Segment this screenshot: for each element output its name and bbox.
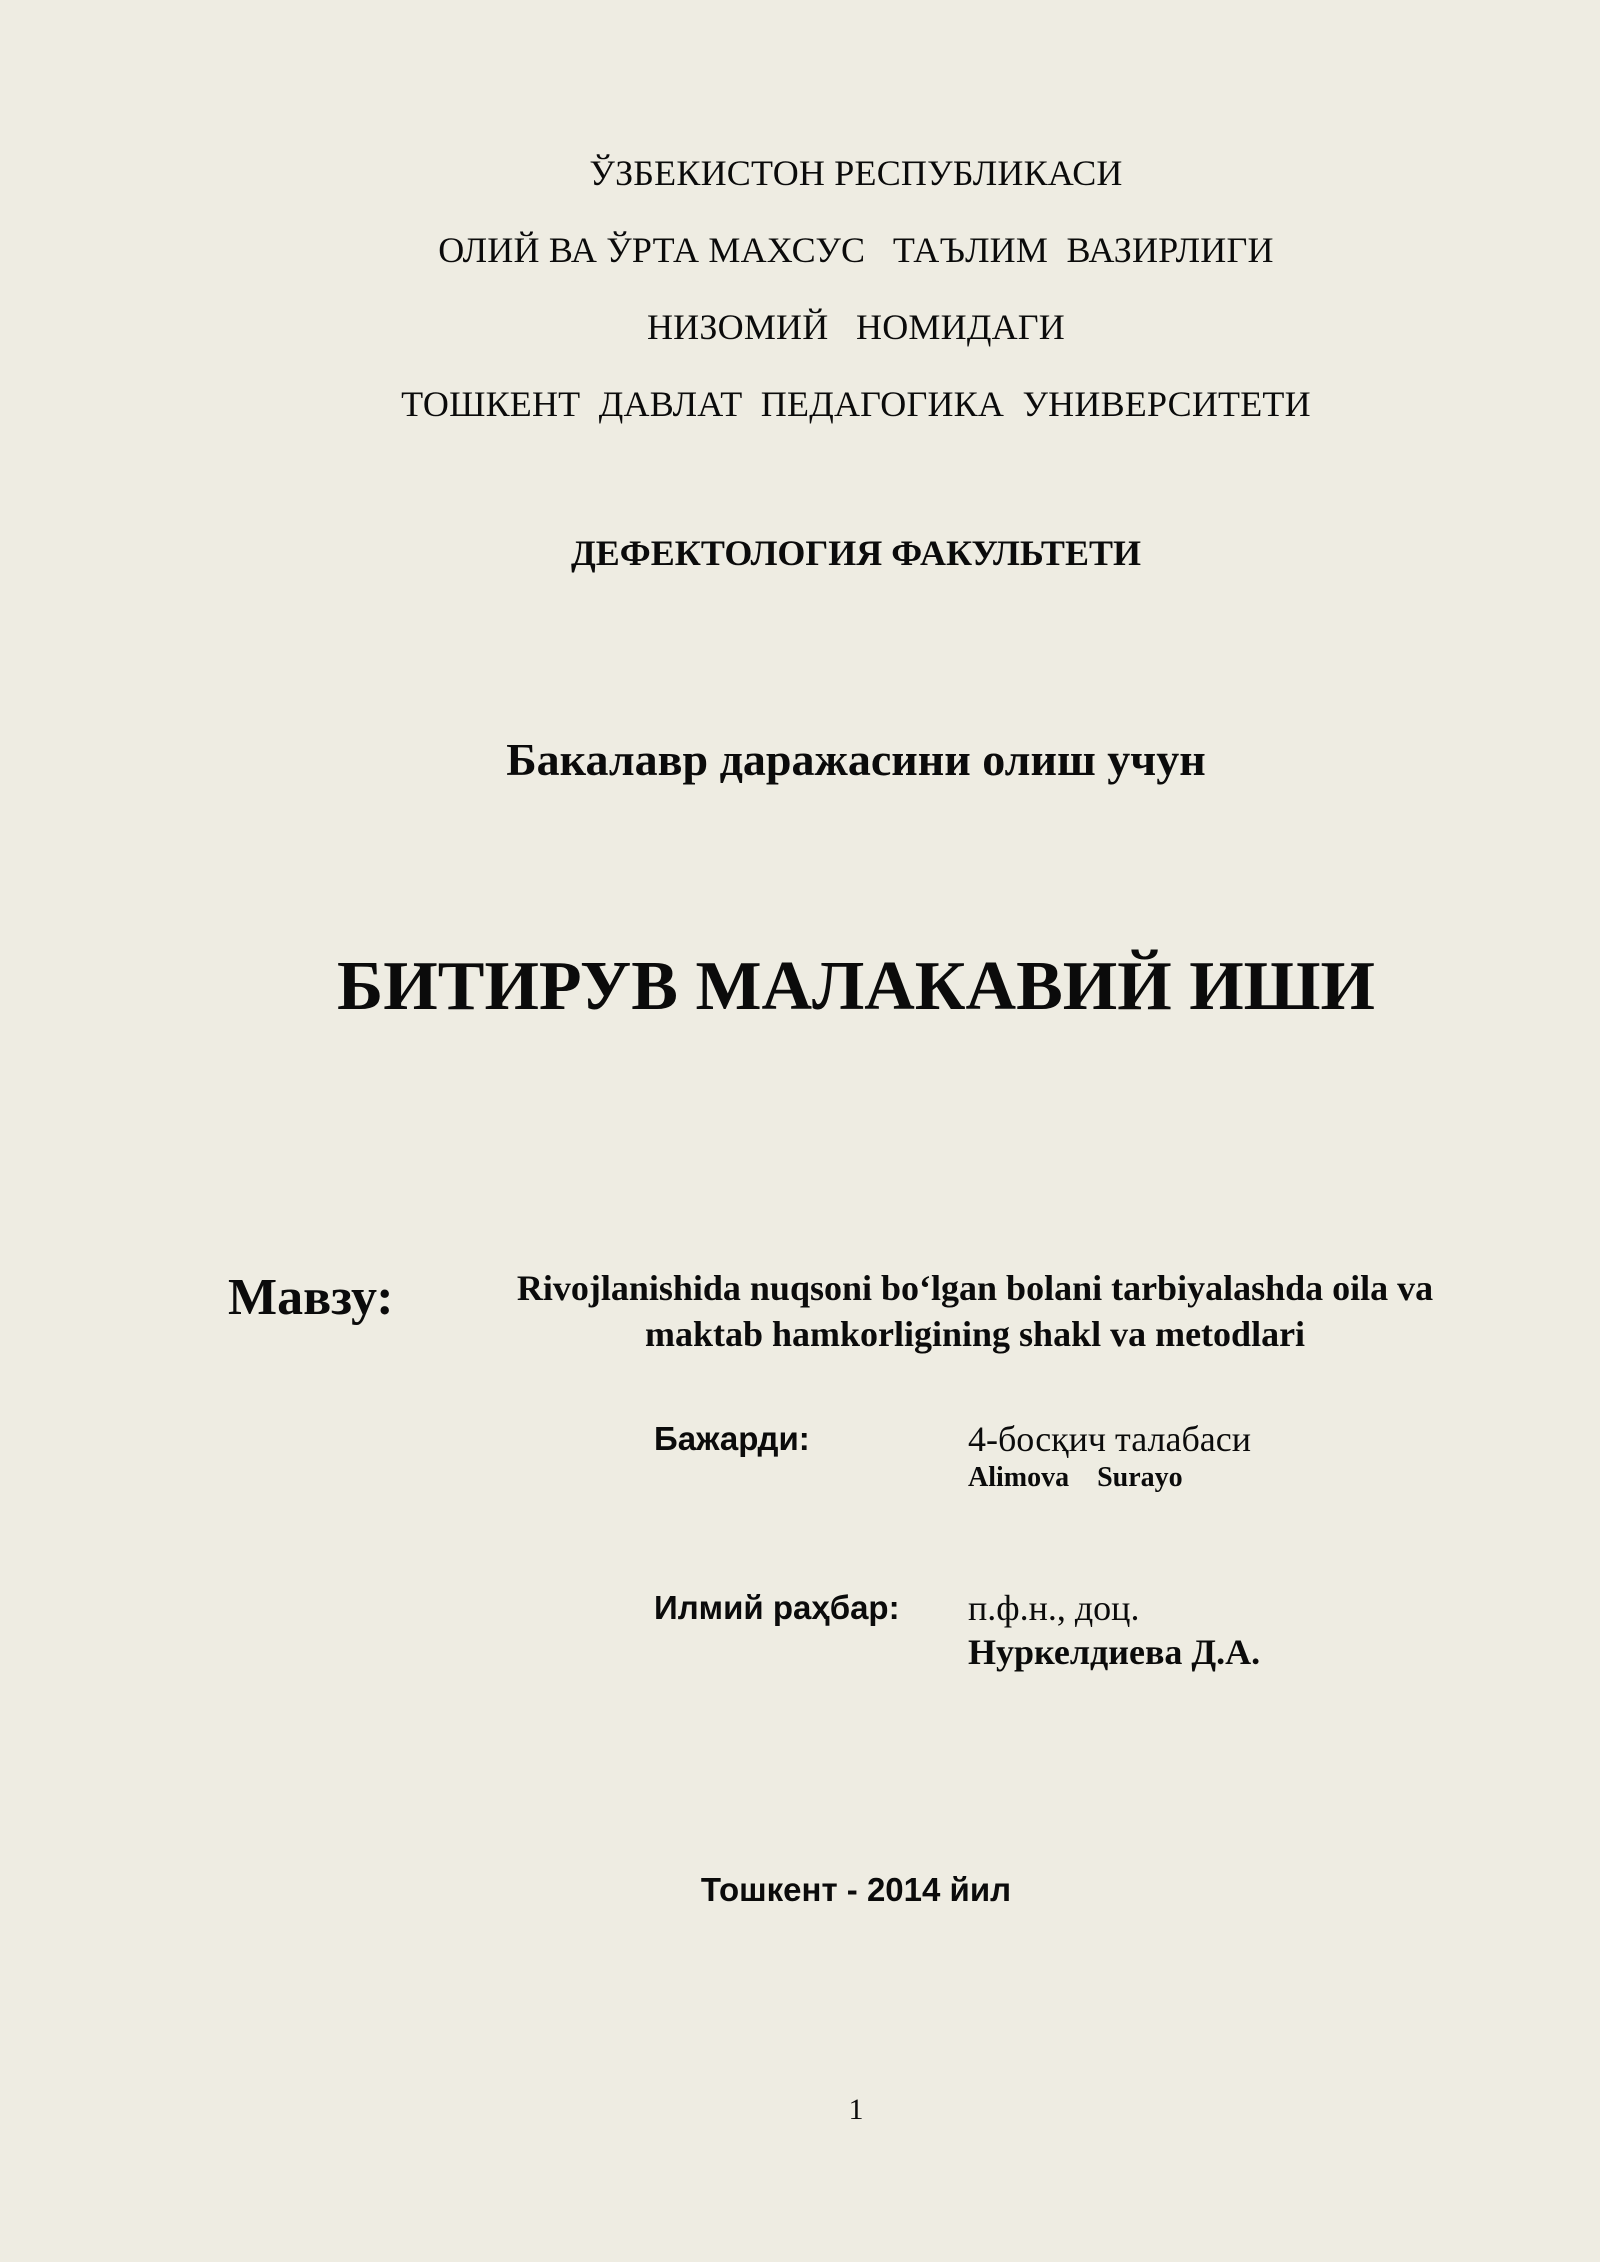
city-year: Тошкент - 2014 йил bbox=[700, 1871, 1012, 1908]
performer-role: 4-босқич талабаси bbox=[968, 1419, 1251, 1459]
performer-name: Alimova Surayo bbox=[968, 1462, 1183, 1493]
topic-label: Мавзу: bbox=[228, 1269, 394, 1326]
supervisor-label: Илмий раҳбар: bbox=[654, 1589, 900, 1626]
topic-text bbox=[470, 1265, 1480, 1357]
header-university: ТОШКЕНТ ДАВЛАТ ПЕДАГОГИКА УНИВЕРСИТЕТИ bbox=[401, 384, 1311, 424]
work-title: БИТИРУВ МАЛАКАВИЙ ИШИ bbox=[337, 948, 1375, 1025]
page-number: 1 bbox=[848, 2093, 864, 2126]
header-named-after: НИЗОМИЙ НОМИДАГИ bbox=[646, 307, 1065, 347]
performer-label: Бажарди: bbox=[654, 1420, 810, 1457]
supervisor-title: п.ф.н., доц. bbox=[968, 1588, 1140, 1628]
topic-line-2: maktab hamkorligining shakl va metodlari bbox=[644, 1314, 1306, 1354]
supervisor-name: Нуркелдиева Д.А. bbox=[968, 1632, 1261, 1672]
topic-line-1: Rivojlanishida nuqsoni boʻlgan bolani tarbiyalashda oila va bbox=[516, 1268, 1434, 1308]
faculty-name: ДЕФЕКТОЛОГИЯ ФАКУЛЬТЕТИ bbox=[571, 533, 1141, 573]
degree-purpose: Бакалавр даражасини олиш учун bbox=[506, 734, 1206, 785]
header-ministry: ОЛИЙ ВА ЎРТА МАХСУС ТАЪЛИМ ВАЗИРЛИГИ bbox=[438, 230, 1274, 270]
header-republic: ЎЗБЕКИСТОН РЕСПУБЛИКАСИ bbox=[589, 153, 1123, 193]
